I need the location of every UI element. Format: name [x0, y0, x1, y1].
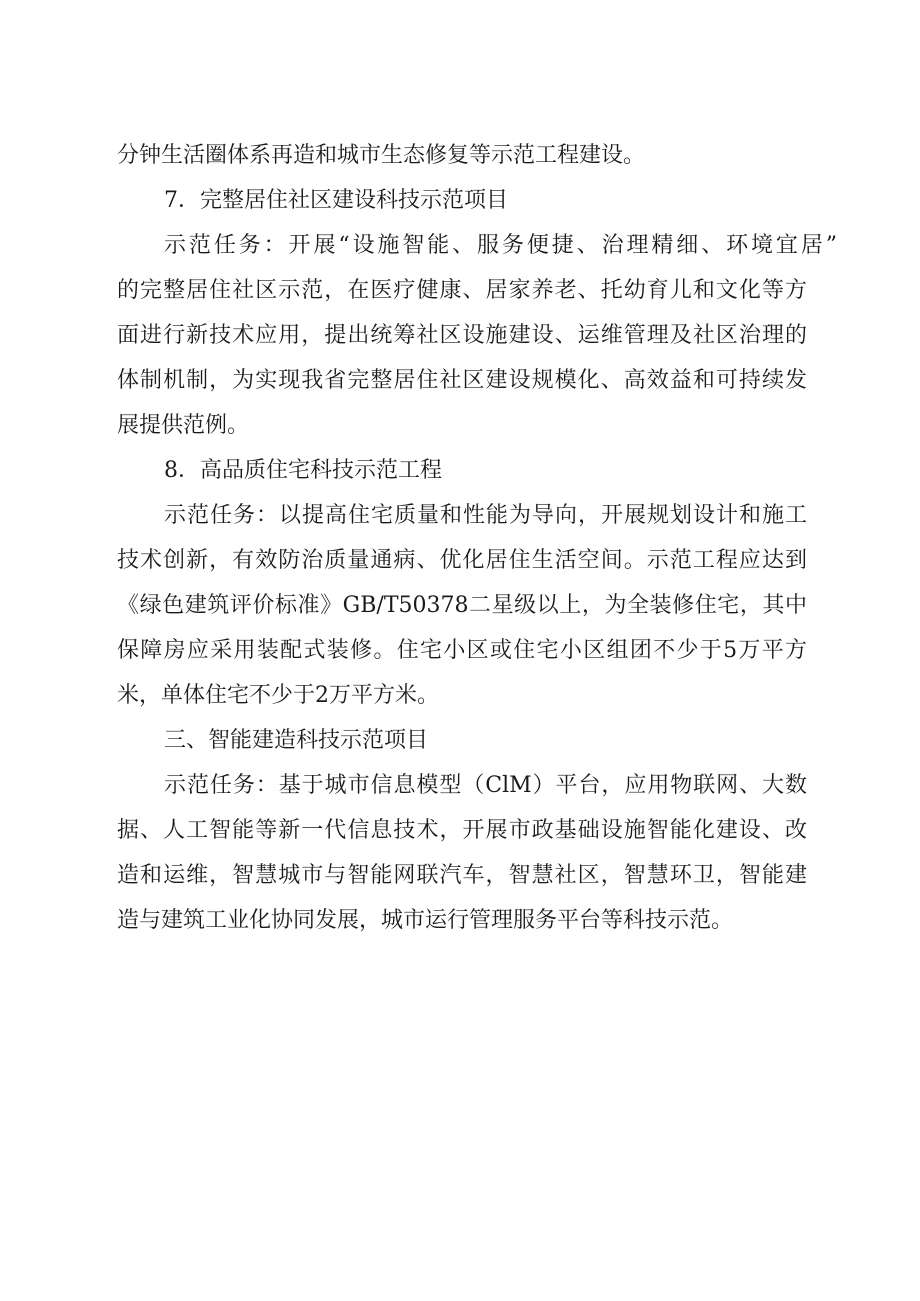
- body-paragraph-line: [0, 496, 920, 536]
- text-line-11: 《绿色建筑评价标准》GB/T50378二星级以上，为全装修住宅，其中: [117, 593, 807, 618]
- text-line-6: 体制机制，为实现我省完整居住社区建设规模化、高效益和可持续发: [117, 368, 807, 393]
- text-line-12: 保障房应采用装配式装修。住宅小区或住宅小区组团不少于5万平方: [117, 638, 807, 663]
- body-paragraph-line: [0, 406, 920, 446]
- text-line-9: 示范任务：以提高住宅质量和性能为导向，开展规划设计和施工: [164, 503, 807, 528]
- section-heading-3: [0, 721, 920, 761]
- body-paragraph-line: [0, 631, 920, 671]
- text-line-17: 造和运维，智慧城市与智能网联汽车，智慧社区，智慧环卫，智能建: [117, 863, 807, 888]
- body-paragraph-line: [0, 136, 920, 176]
- text-line-10: 技术创新，有效防治质量通病、优化居住生活空间。示范工程应达到: [117, 548, 807, 573]
- text-line-16: 据、人工智能等新一代信息技术，开展市政基础设施智能化建设、改: [117, 818, 807, 843]
- text-line-15: 示范任务：基于城市信息模型（ClM）平台，应用物联网、大数: [164, 773, 807, 798]
- body-paragraph-line: [0, 586, 920, 626]
- text-line-5: 面进行新技术应用，提出统筹社区设施建设、运维管理及社区治理的: [117, 323, 807, 348]
- subsection-heading-8: [0, 451, 920, 491]
- text-line-14: 三、智能建造科技示范项目: [164, 728, 429, 753]
- text-line-3: 示范任务：开展“设施智能、服务便捷、治理精细、环境宜居”: [164, 233, 837, 258]
- text-line-8: 8．高品质住宅科技示范工程: [164, 458, 442, 483]
- text-line-18: 造与建筑工业化协同发展，城市运行管理服务平台等科技示范。: [117, 908, 734, 933]
- text-line-7: 展提供范例。: [117, 413, 250, 438]
- text-line-1: 分钟生活圈体系再造和城市生态修复等示范工程建设。: [117, 143, 646, 168]
- body-paragraph-line: [0, 901, 920, 941]
- body-paragraph-line: [0, 856, 920, 896]
- body-paragraph-line: [0, 316, 920, 356]
- subsection-heading-7: [0, 181, 920, 221]
- body-paragraph-line: [0, 676, 920, 716]
- body-paragraph-line: [0, 811, 920, 851]
- body-paragraph-line: [0, 541, 920, 581]
- text-line-13: 米，单体住宅不少于2万平方米。: [117, 683, 439, 708]
- body-paragraph-line: [0, 361, 920, 401]
- body-paragraph-line: [0, 226, 920, 266]
- text-line-2: 7．完整居住社区建设科技示范项目: [164, 188, 508, 213]
- body-paragraph-line: [0, 766, 920, 806]
- body-paragraph-line: [0, 271, 920, 311]
- text-line-4: 的完整居住社区示范，在医疗健康、居家养老、托幼育儿和文化等方: [117, 278, 807, 303]
